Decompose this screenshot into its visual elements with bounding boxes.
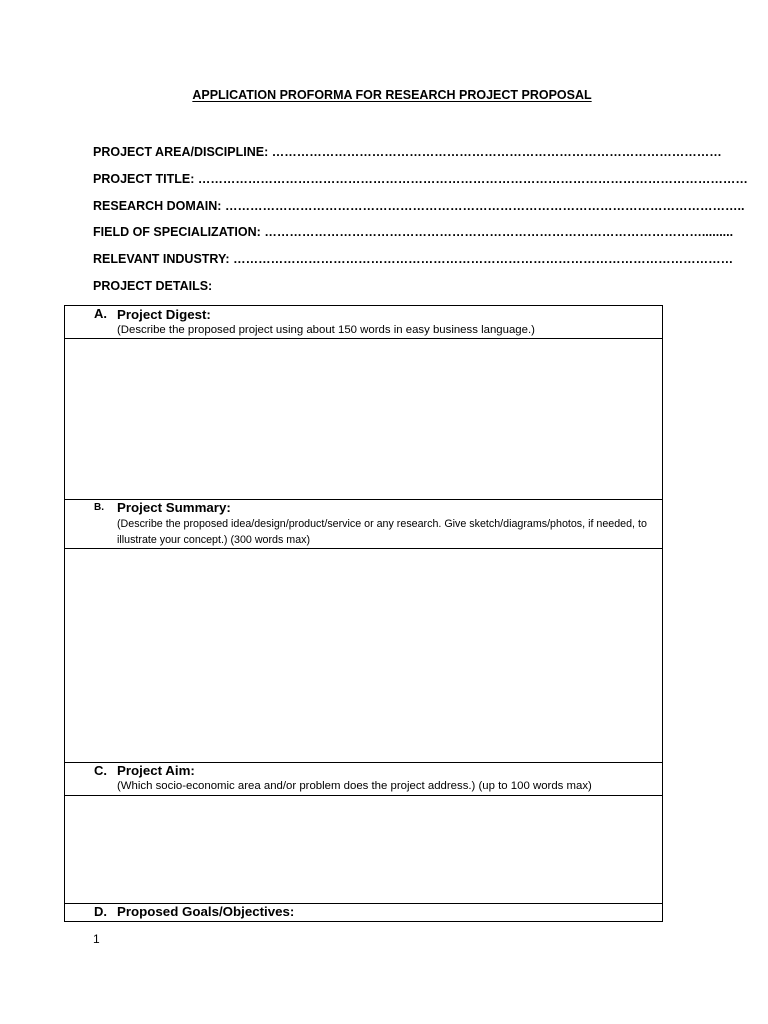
section-label: PROJECT DETAILS: — [93, 278, 213, 293]
section-b-heading: Project Summary: — [117, 500, 231, 515]
project-details-table — [64, 305, 663, 922]
section-b-note: (Describe the proposed idea/design/product/service or any research. Give sketch/diagrams/photos, if needed, to illustrate your concept.) (300 words max) — [117, 518, 647, 546]
fill-in-blank[interactable]: ……………………………………………………………………………………………......... — [264, 225, 734, 240]
field-label: PROJECT AREA/DISCIPLINE: — [93, 145, 269, 159]
section-d-header — [65, 904, 662, 921]
section-a-marker: A. — [94, 306, 107, 321]
section-a-note: (Describe the proposed project using about 150 words in easy business language.) — [117, 324, 535, 336]
fill-in-blank[interactable]: ………………………………………………………………………………………………………… — [233, 252, 734, 267]
section-d-marker: D. — [94, 904, 107, 919]
field-label: PROJECT TITLE: — [93, 171, 195, 186]
fill-in-blank[interactable]: …………………………………………………………………………………………………………….. — [224, 198, 745, 213]
fill-in-blank[interactable]: …………………………………………………………………………………………………………………… — [197, 171, 748, 186]
section-c-header — [65, 763, 662, 796]
document-title: APPLICATION PROFORMA FOR RESEARCH PROJECT PROPOSAL — [192, 88, 592, 102]
field-specialization — [93, 224, 734, 251]
field-project-title — [93, 171, 748, 198]
field-label: FIELD OF SPECIALIZATION: — [93, 225, 261, 240]
section-b-header-content — [65, 500, 662, 548]
section-b-header — [65, 500, 662, 549]
field-research-domain — [93, 198, 745, 225]
section-d-heading: Proposed Goals/Objectives: — [117, 904, 295, 919]
section-c-response-cell[interactable] — [65, 796, 662, 904]
section-a-header-content — [65, 307, 662, 338]
project-details-heading — [93, 278, 692, 305]
section-b-response-cell[interactable] — [65, 549, 662, 763]
section-d-header-content — [65, 904, 662, 920]
section-a-header — [65, 306, 662, 339]
page-number: 1 — [93, 932, 100, 946]
fill-in-blank[interactable]: ……………………………………………………………………………………………… — [271, 145, 722, 159]
section-c-header-content — [65, 763, 662, 794]
field-label: RELEVANT INDUSTRY: — [93, 252, 230, 267]
field-project-area — [93, 144, 722, 171]
section-a-response-cell[interactable] — [65, 339, 662, 500]
section-b-marker: B. — [94, 502, 104, 513]
section-c-marker: C. — [94, 763, 107, 778]
header-fields — [93, 144, 748, 305]
section-a-heading: Project Digest: — [117, 307, 211, 322]
section-c-heading: Project Aim: — [117, 763, 195, 778]
field-label: RESEARCH DOMAIN: — [93, 198, 222, 213]
field-relevant-industry — [93, 251, 734, 278]
section-c-note: (Which socio-economic area and/or problem does the project address.) (up to 100 words max) — [117, 780, 592, 792]
